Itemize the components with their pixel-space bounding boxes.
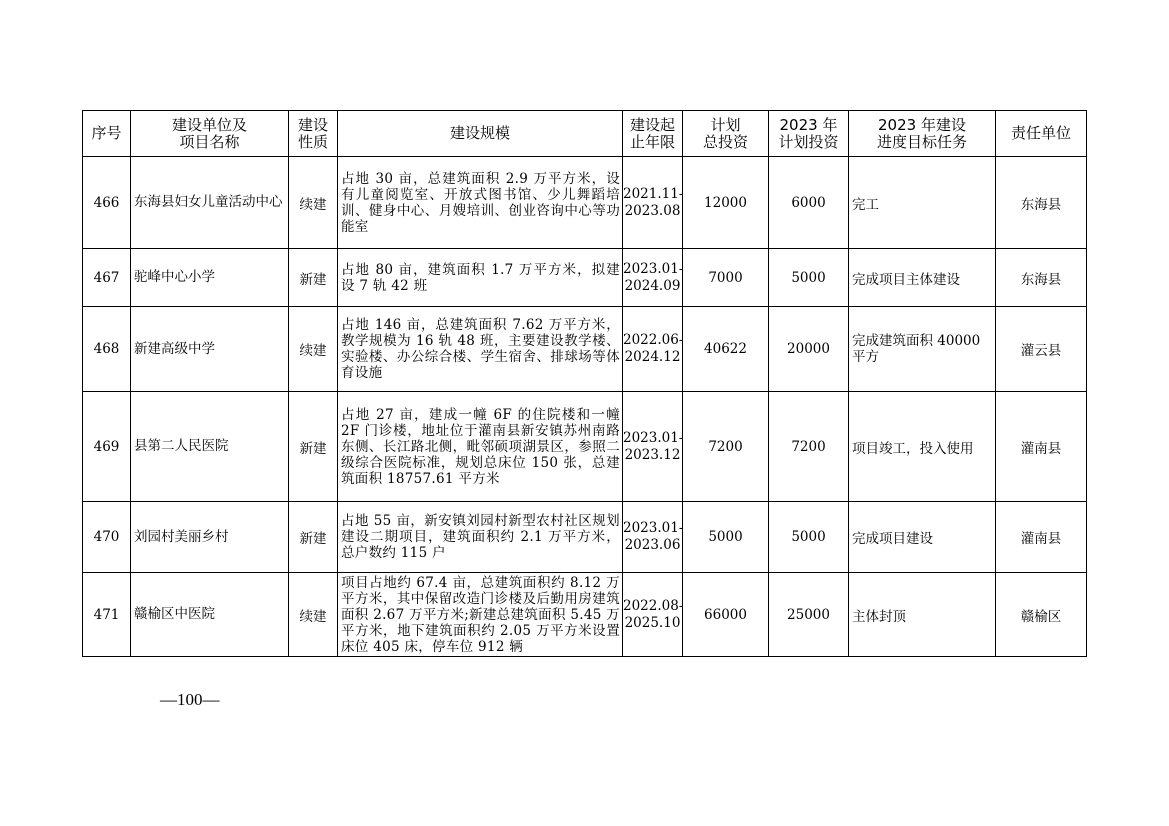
cell-scale: 占地 30 亩，总建筑面积 2.9 万平方米，设有儿童阅览室、开放式图书馆、少儿舞蹈培训、健身中心、月嫂培训、创业咨询中心等功能室	[338, 157, 623, 249]
cell-seq: 469	[83, 392, 131, 502]
cell-2023-investment: 6000	[769, 157, 849, 249]
cell-project-name: 东海县妇女儿童活动中心	[131, 157, 289, 249]
cell-seq: 466	[83, 157, 131, 249]
header-period: 建设起 止年限	[623, 111, 683, 157]
cell-scale: 占地 27 亩，建成一幢 6F 的住院楼和一幢 2F 门诊楼，地址位于灌南县新安镇苏州南路东侧、长江路北侧，毗邻硕项湖景区，参照二级综合医院标准，规划总床位 150 张，总建筑面积 18757.61 平方米	[338, 392, 623, 502]
cell-seq: 471	[83, 573, 131, 657]
table-row	[83, 307, 1087, 392]
table-row	[83, 573, 1087, 657]
cell-project-name: 县第二人民医院	[131, 392, 289, 502]
header-responsible-unit: 责任单位	[996, 111, 1087, 157]
cell-scale: 占地 146 亩，总建筑面积 7.62 万平方米，教学规模为 16 轨 48 班，主要建设教学楼、实验楼、办公综合楼、学生宿舍、排球场等体育设施	[338, 307, 623, 392]
header-2023-goal: 2023 年建设 进度目标任务	[849, 111, 996, 157]
header-unit: 建设单位及 项目名称	[131, 111, 289, 157]
cell-responsible-unit: 灌云县	[996, 307, 1087, 392]
table-row	[83, 502, 1087, 573]
cell-nature: 续建	[289, 157, 338, 249]
cell-plan-investment: 12000	[683, 157, 769, 249]
cell-2023-investment: 7200	[769, 392, 849, 502]
cell-plan-investment: 40622	[683, 307, 769, 392]
cell-nature: 续建	[289, 307, 338, 392]
header-plan-investment: 计划 总投资	[683, 111, 769, 157]
header-2023-investment: 2023 年 计划投资	[769, 111, 849, 157]
cell-2023-goal: 完成建筑面积 40000 平方	[849, 307, 996, 392]
cell-scale: 占地 55 亩，新安镇刘园村新型农村社区规划建设二期项目，建筑面积约 2.1 万平方米，总户数约 115 户	[338, 502, 623, 573]
cell-seq: 467	[83, 249, 131, 307]
table-row	[83, 392, 1087, 502]
cell-plan-investment: 5000	[683, 502, 769, 573]
cell-2023-goal: 主体封顶	[849, 573, 996, 657]
cell-scale: 占地 80 亩，建筑面积 1.7 万平方米，拟建设 7 轨 42 班	[338, 249, 623, 307]
cell-2023-goal: 项目竣工，投入使用	[849, 392, 996, 502]
cell-nature: 续建	[289, 573, 338, 657]
cell-period: 2023.01- 2024.09	[623, 249, 683, 307]
cell-responsible-unit: 灌南县	[996, 392, 1087, 502]
table-row	[83, 157, 1087, 249]
cell-project-name: 驼峰中心小学	[131, 249, 289, 307]
cell-nature: 新建	[289, 392, 338, 502]
cell-responsible-unit: 东海县	[996, 157, 1087, 249]
header-nature: 建设 性质	[289, 111, 338, 157]
page-number: —100—	[160, 690, 220, 709]
cell-2023-goal: 完工	[849, 157, 996, 249]
cell-project-name: 刘园村美丽乡村	[131, 502, 289, 573]
cell-scale: 项目占地约 67.4 亩，总建筑面积约 8.12 万平方米，其中保留改造门诊楼及后勤用房建筑面积 2.67 万平方米;新建总建筑面积 5.45 万平方米，地下建筑面积约 2.05 万平方米设置床位 405 床，停车位 912 辆	[338, 573, 623, 657]
cell-period: 2022.08- 2025.10	[623, 573, 683, 657]
cell-responsible-unit: 灌南县	[996, 502, 1087, 573]
cell-period: 2023.01- 2023.06	[623, 502, 683, 573]
cell-2023-goal: 完成项目主体建设	[849, 249, 996, 307]
cell-responsible-unit: 赣榆区	[996, 573, 1087, 657]
cell-2023-investment: 5000	[769, 502, 849, 573]
cell-responsible-unit: 东海县	[996, 249, 1087, 307]
cell-2023-goal: 完成项目建设	[849, 502, 996, 573]
header-seq: 序号	[83, 111, 131, 157]
cell-2023-investment: 25000	[769, 573, 849, 657]
cell-nature: 新建	[289, 502, 338, 573]
table-row	[83, 249, 1087, 307]
cell-2023-investment: 5000	[769, 249, 849, 307]
cell-period: 2021.11- 2023.08	[623, 157, 683, 249]
cell-project-name: 赣榆区中医院	[131, 573, 289, 657]
cell-seq: 470	[83, 502, 131, 573]
cell-plan-investment: 7200	[683, 392, 769, 502]
cell-nature: 新建	[289, 249, 338, 307]
project-table	[82, 110, 1087, 657]
cell-period: 2023.01- 2023.12	[623, 392, 683, 502]
cell-plan-investment: 7000	[683, 249, 769, 307]
table-header-row	[83, 111, 1087, 157]
header-scale: 建设规模	[338, 111, 623, 157]
cell-2023-investment: 20000	[769, 307, 849, 392]
cell-project-name: 新建高级中学	[131, 307, 289, 392]
cell-period: 2022.06- 2024.12	[623, 307, 683, 392]
cell-seq: 468	[83, 307, 131, 392]
cell-plan-investment: 66000	[683, 573, 769, 657]
